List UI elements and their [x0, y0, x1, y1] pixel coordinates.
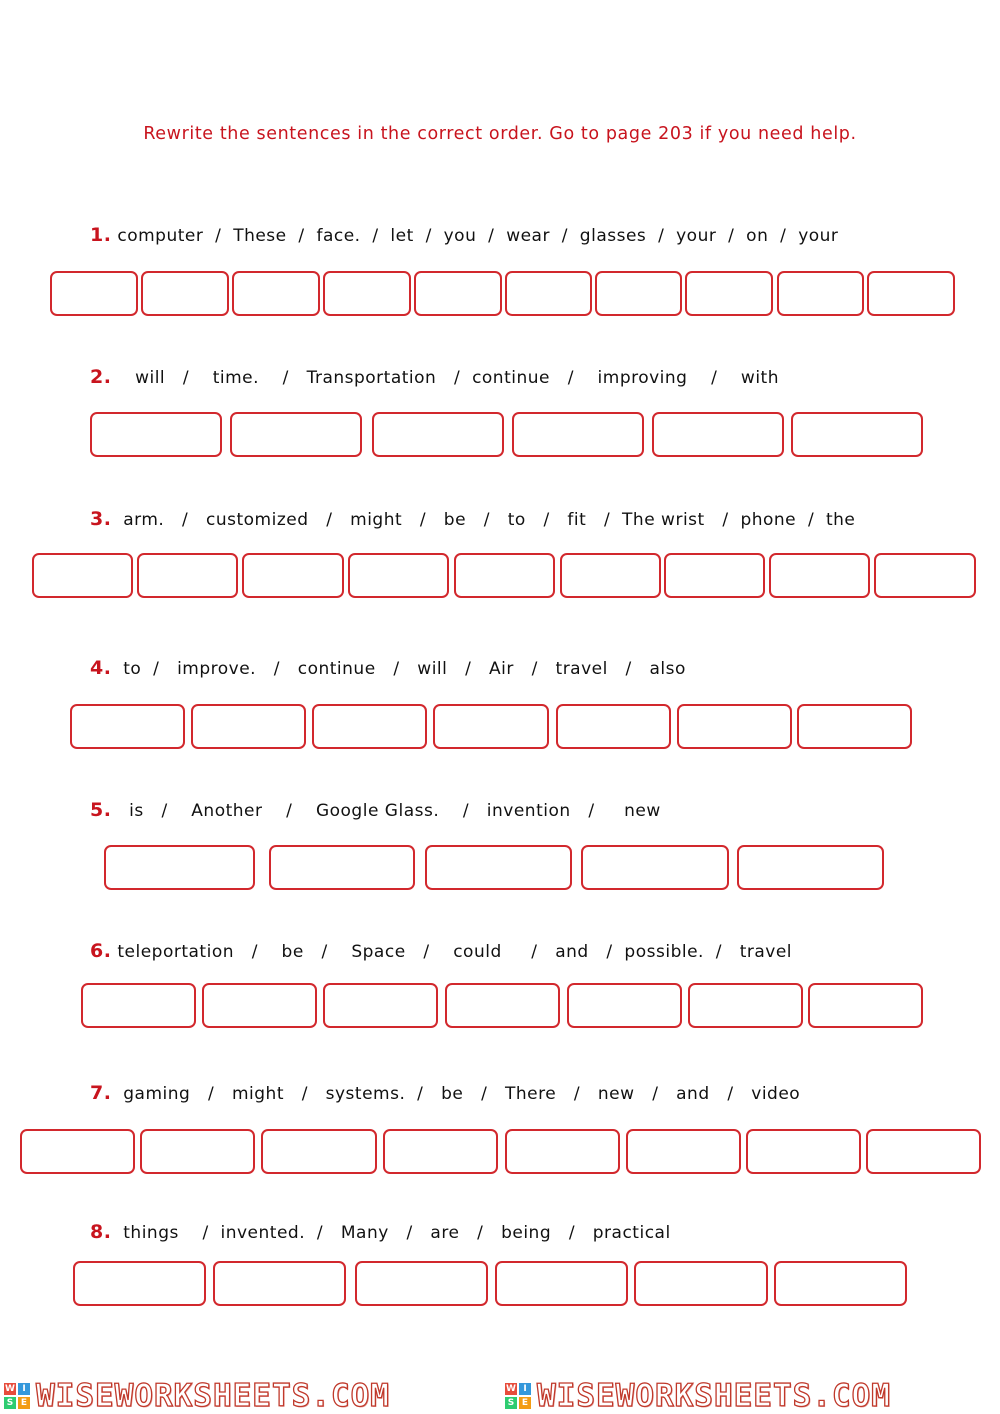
answer-box[interactable] [874, 553, 976, 598]
answer-box[interactable] [213, 1261, 346, 1306]
brand-logo-icon [505, 1383, 531, 1409]
logo-tile: W [5, 1384, 15, 1394]
logo-tile: E [519, 1397, 531, 1409]
answer-box[interactable] [652, 412, 784, 457]
answer-box[interactable] [685, 271, 773, 316]
logo-tile: W [506, 1384, 516, 1394]
question-number: 8. [90, 1221, 112, 1243]
answer-box[interactable] [495, 1261, 628, 1306]
question-3 [90, 508, 855, 534]
answer-box[interactable] [433, 704, 549, 749]
answer-box[interactable] [777, 271, 864, 316]
answer-box[interactable] [797, 704, 912, 749]
brand-text: WISEWORKSHEETS.COM [537, 1378, 891, 1414]
answer-box[interactable] [581, 845, 729, 890]
question-7 [90, 1082, 800, 1108]
answer-box[interactable] [634, 1261, 768, 1306]
answer-box[interactable] [348, 553, 449, 598]
scrambled-words: things / invented. / Many / are / being / practical [117, 1223, 671, 1243]
answer-box[interactable] [141, 271, 229, 316]
answer-box[interactable] [425, 845, 572, 890]
answer-box[interactable] [454, 553, 555, 598]
answer-box[interactable] [664, 553, 765, 598]
answer-box[interactable] [595, 271, 682, 316]
answer-box[interactable] [32, 553, 133, 598]
answer-box[interactable] [20, 1129, 135, 1174]
answer-box[interactable] [556, 704, 671, 749]
question-6 [90, 940, 792, 966]
answer-box[interactable] [323, 271, 411, 316]
question-number: 5. [90, 799, 112, 821]
answer-box[interactable] [626, 1129, 741, 1174]
answer-box[interactable] [688, 983, 803, 1028]
logo-tile: S [4, 1397, 16, 1409]
logo-tile: S [505, 1397, 517, 1409]
answer-box[interactable] [261, 1129, 377, 1174]
answer-box[interactable] [73, 1261, 206, 1306]
brand-watermark [4, 1378, 390, 1414]
answer-box[interactable] [808, 983, 923, 1028]
answer-box[interactable] [81, 983, 196, 1028]
question-2 [90, 366, 779, 392]
question-number: 2. [90, 366, 112, 388]
scrambled-words: computer / These / face. / let / you / wear / glasses / your / on / your [117, 226, 839, 246]
answer-box[interactable] [867, 271, 955, 316]
answer-box[interactable] [242, 553, 344, 598]
answer-box[interactable] [505, 271, 592, 316]
answer-box[interactable] [737, 845, 884, 890]
scrambled-words: arm. / customized / might / be / to / fit / The wrist / phone / the [117, 510, 856, 530]
question-number: 1. [90, 224, 112, 246]
answer-box[interactable] [202, 983, 317, 1028]
question-8 [90, 1221, 671, 1247]
answer-box[interactable] [312, 704, 427, 749]
logo-tile: I [18, 1383, 30, 1395]
question-number: 3. [90, 508, 112, 530]
brand-text: WISEWORKSHEETS.COM [36, 1378, 390, 1414]
scrambled-words: teleportation / be / Space / could / and / possible. / travel [117, 942, 793, 962]
answer-box[interactable] [355, 1261, 488, 1306]
question-number: 4. [90, 657, 112, 679]
question-number: 6. [90, 940, 112, 962]
answer-box[interactable] [50, 271, 138, 316]
answer-box[interactable] [323, 983, 438, 1028]
answer-box[interactable] [230, 412, 362, 457]
answer-box[interactable] [140, 1129, 255, 1174]
answer-box[interactable] [269, 845, 415, 890]
answer-box[interactable] [445, 983, 560, 1028]
answer-box[interactable] [191, 704, 306, 749]
scrambled-words: will / time. / Transportation / continue / improving / with [117, 368, 779, 388]
answer-box[interactable] [414, 271, 502, 316]
question-4 [90, 657, 686, 683]
answer-box[interactable] [746, 1129, 861, 1174]
answer-box[interactable] [70, 704, 185, 749]
logo-tile: I [519, 1383, 531, 1395]
answer-box[interactable] [90, 412, 222, 457]
brand-logo-icon [4, 1383, 30, 1409]
question-1 [90, 224, 838, 250]
scrambled-words: is / Another / Google Glass. / invention / new [117, 801, 661, 821]
answer-box[interactable] [512, 412, 644, 457]
question-5 [90, 799, 661, 825]
footer-branding [0, 1376, 1000, 1414]
answer-box[interactable] [383, 1129, 498, 1174]
answer-box[interactable] [769, 553, 870, 598]
answer-box[interactable] [232, 271, 320, 316]
answer-box[interactable] [791, 412, 923, 457]
answer-box[interactable] [372, 412, 504, 457]
instruction-text: Rewrite the sentences in the correct order. Go to page 203 if you need help. [143, 124, 857, 144]
answer-box[interactable] [104, 845, 255, 890]
answer-box[interactable] [505, 1129, 620, 1174]
scrambled-words: gaming / might / systems. / be / There / new / and / video [117, 1084, 801, 1104]
answer-box[interactable] [774, 1261, 907, 1306]
answer-box[interactable] [677, 704, 792, 749]
answer-box[interactable] [567, 983, 682, 1028]
answer-box[interactable] [866, 1129, 981, 1174]
answer-box[interactable] [560, 553, 661, 598]
scrambled-words: to / improve. / continue / will / Air / travel / also [117, 659, 686, 679]
answer-box[interactable] [137, 553, 238, 598]
logo-tile: E [18, 1397, 30, 1409]
question-number: 7. [90, 1082, 112, 1104]
brand-watermark [505, 1378, 891, 1414]
